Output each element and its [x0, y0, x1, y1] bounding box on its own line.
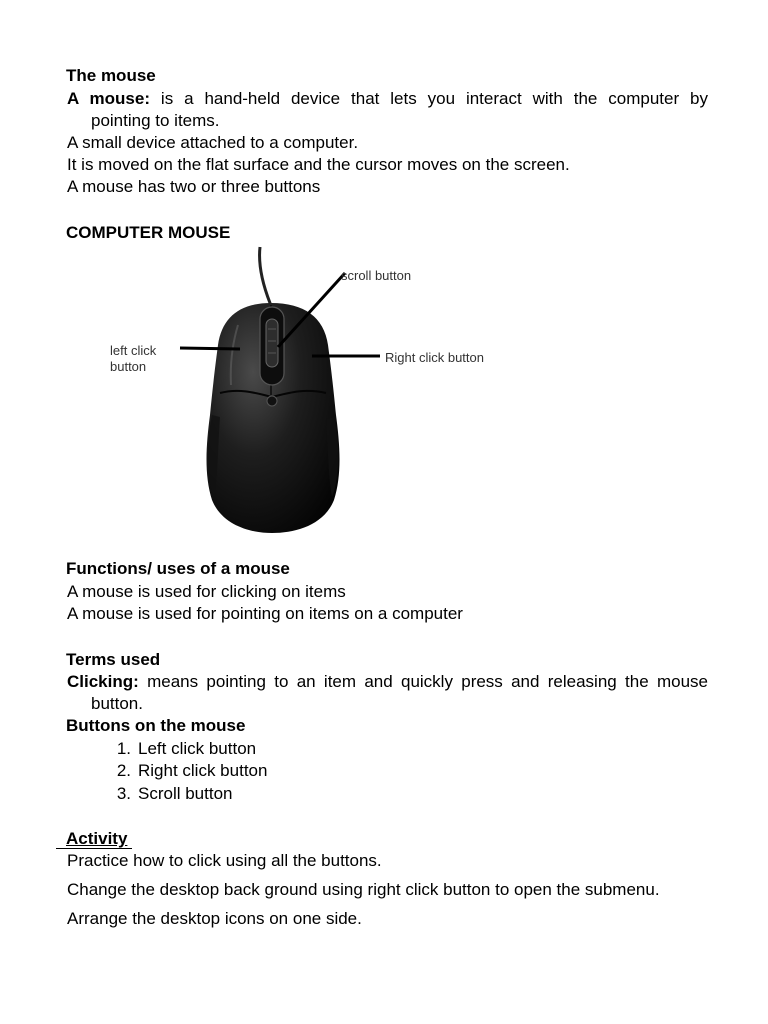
mouse-definition-text: is a hand-held device that lets you interact with the computer by: [150, 89, 708, 108]
heading-the-mouse: The mouse: [66, 66, 156, 85]
list-number: 1.: [116, 739, 131, 758]
list-item: [107, 784, 233, 804]
label-right-click: Right click button: [385, 350, 484, 365]
activity-line-1: Practice how to click using all the buttons.: [67, 851, 382, 870]
list-number: 3.: [116, 784, 131, 803]
heading-buttons-on-mouse: Buttons on the mouse: [66, 716, 246, 735]
line-moved-surface: It is moved on the flat surface and the cursor moves on the screen.: [67, 155, 570, 174]
scroll-wheel: [266, 319, 278, 367]
list-item: [107, 739, 256, 759]
function-clicking: A mouse is used for clicking on items: [67, 582, 346, 601]
clicking-definition-line2: button.: [91, 694, 143, 713]
mouse-definition-line1: [67, 89, 708, 109]
heading-functions: Functions/ uses of a mouse: [66, 559, 290, 578]
list-label: Scroll button: [138, 784, 233, 803]
label-left-click-2: button: [110, 359, 147, 374]
clicking-definition-line1: [67, 672, 708, 692]
mouse-definition-term: A mouse:: [67, 89, 151, 108]
activity-line-3: Arrange the desktop icons on one side.: [67, 909, 362, 928]
function-pointing: A mouse is used for pointing on items on a computer: [67, 604, 463, 623]
list-number: 2.: [116, 761, 131, 780]
mouse-diagram: [100, 245, 520, 535]
activity-line-2: Change the desktop back ground using right click button to open the submenu.: [67, 880, 660, 899]
list-label: Right click button: [138, 761, 268, 780]
list-item: [107, 761, 267, 781]
line-two-three-buttons: A mouse has two or three buttons: [67, 177, 321, 196]
heading-terms-used: Terms used: [66, 650, 161, 669]
label-left-click-1: left click: [110, 343, 157, 358]
clicking-term: Clicking:: [67, 672, 139, 691]
list-label: Left click button: [138, 739, 257, 758]
clicking-text: means pointing to an item and quickly press and releasing the mouse: [138, 672, 708, 691]
pointer-left: [180, 348, 240, 349]
line-small-device: A small device attached to a computer.: [67, 133, 359, 152]
label-scroll-button: scroll button: [341, 268, 412, 283]
mouse-definition-line2: pointing to items.: [91, 111, 220, 130]
heading-activity: Activity: [66, 829, 128, 848]
heading-computer-mouse: COMPUTER MOUSE: [66, 223, 231, 242]
